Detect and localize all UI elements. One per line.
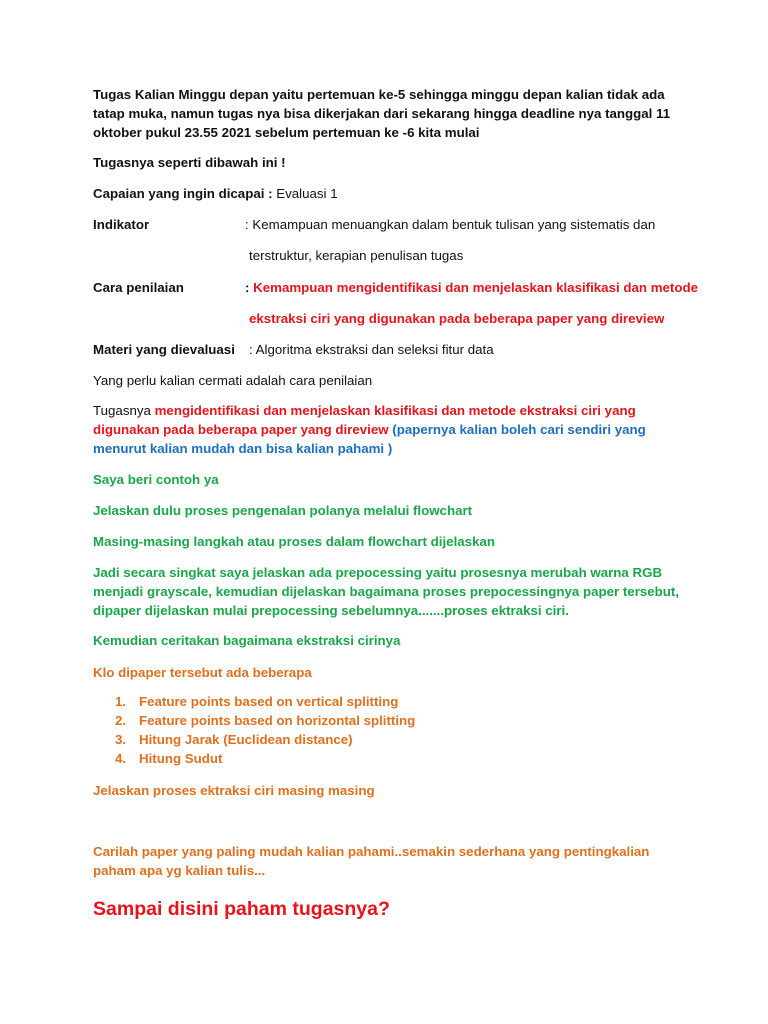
list-item xyxy=(93,730,593,749)
list-number: 3. xyxy=(115,732,127,747)
materi-label: Materi yang dievaluasi xyxy=(93,342,235,357)
indikator-label: Indikator xyxy=(93,217,150,232)
list-item xyxy=(93,749,593,768)
list-text: Feature points based on vertical splitting xyxy=(139,694,399,709)
green-para-4: Jadi secara singkat saya jelaskan ada prepocessing yaitu prosesnya merubah warna RGB menjadi grayscale, kemudian dijelaskan bagaimana proses prepocessingnya paper tersebut, dipaper dijelaskan mulai prepocessing sebelumnya.......proses ektraksi ciri. xyxy=(93,565,680,618)
green-para-5: Kemudian ceritakan bagaimana ekstraksi cirinya xyxy=(93,633,401,648)
tugasnya-red: mengidentifikasi dan menjelaskan klasifikasi dan metode ekstraksi ciri yang digunakan pada beberapa paper yang direview xyxy=(93,403,636,437)
list-number: 1. xyxy=(115,694,127,709)
cara-penilaian-line1 xyxy=(245,279,705,298)
indikator-line2: terstruktur, kerapian penulisan tugas xyxy=(249,248,464,263)
cermati-line: Yang perlu kalian cermati adalah cara penilaian xyxy=(93,373,373,388)
list-item xyxy=(93,711,593,730)
green-para-2: Jelaskan dulu proses pengenalan polanya melalui flowchart xyxy=(93,503,473,518)
tugasnya-lead: Tugasnya xyxy=(93,403,155,418)
carilah-paragraph: Carilah paper yang paling mudah kalian pahami..semakin sederhana yang pentingkalian paham apa yg kalian tulis... xyxy=(93,844,650,878)
tugasnya-paragraph xyxy=(93,402,683,458)
list-number: 2. xyxy=(115,713,127,728)
materi-value: : Algoritma ekstraksi dan seleksi fitur data xyxy=(249,342,494,357)
jelaskan-ekstraksi-line: Jelaskan proses ektraksi ciri masing masing xyxy=(93,783,375,798)
capaian-label: Capaian yang ingin dicapai : xyxy=(93,186,277,201)
tugasnya-blue: (papernya kalian boleh cari sendiri yang menurut kalian mudah dan bisa kalian pahami ) xyxy=(93,421,646,456)
list-text: Feature points based on horizontal splitting xyxy=(139,713,416,728)
cara-penilaian-label: Cara penilaian xyxy=(93,280,184,295)
closing-question: Sampai disini paham tugasnya? xyxy=(93,898,390,920)
green-para-3: Masing-masing langkah atau proses dalam flowchart dijelaskan xyxy=(93,534,495,549)
cara-penilaian-line2: ekstraksi ciri yang digunakan pada beberapa paper yang direview xyxy=(249,311,665,326)
list-item xyxy=(93,692,593,711)
capaian-line xyxy=(93,185,683,204)
list-text: Hitung Jarak (Euclidean distance) xyxy=(139,732,353,747)
cara-penilaian-colon: : xyxy=(245,280,254,295)
klo-line: Klo dipaper tersebut ada beberapa xyxy=(93,665,312,680)
intro-paragraph: Tugas Kalian Minggu depan yaitu pertemuan ke-5 sehingga minggu depan kalian tidak ada tatap muka, namun tugas nya bisa dikerjakan dari sekarang hingga deadline nya tanggal 11 oktober pukul 23.55 2021 sebelum pertemuan ke -6 kita mulai xyxy=(93,87,671,140)
capaian-value: Evaluasi 1 xyxy=(276,186,338,201)
list-text: Hitung Sudut xyxy=(139,751,223,766)
indikator-line1: : Kemampuan menuangkan dalam bentuk tulisan yang sistematis dan xyxy=(245,217,656,232)
feature-list xyxy=(93,692,593,768)
green-para-1: Saya beri contoh ya xyxy=(93,472,219,487)
tugas-line: Tugasnya seperti dibawah ini ! xyxy=(93,155,286,170)
cara-penilaian-text1: Kemampuan mengidentifikasi dan menjelaskan klasifikasi dan metode xyxy=(253,280,698,295)
list-number: 4. xyxy=(115,751,127,766)
